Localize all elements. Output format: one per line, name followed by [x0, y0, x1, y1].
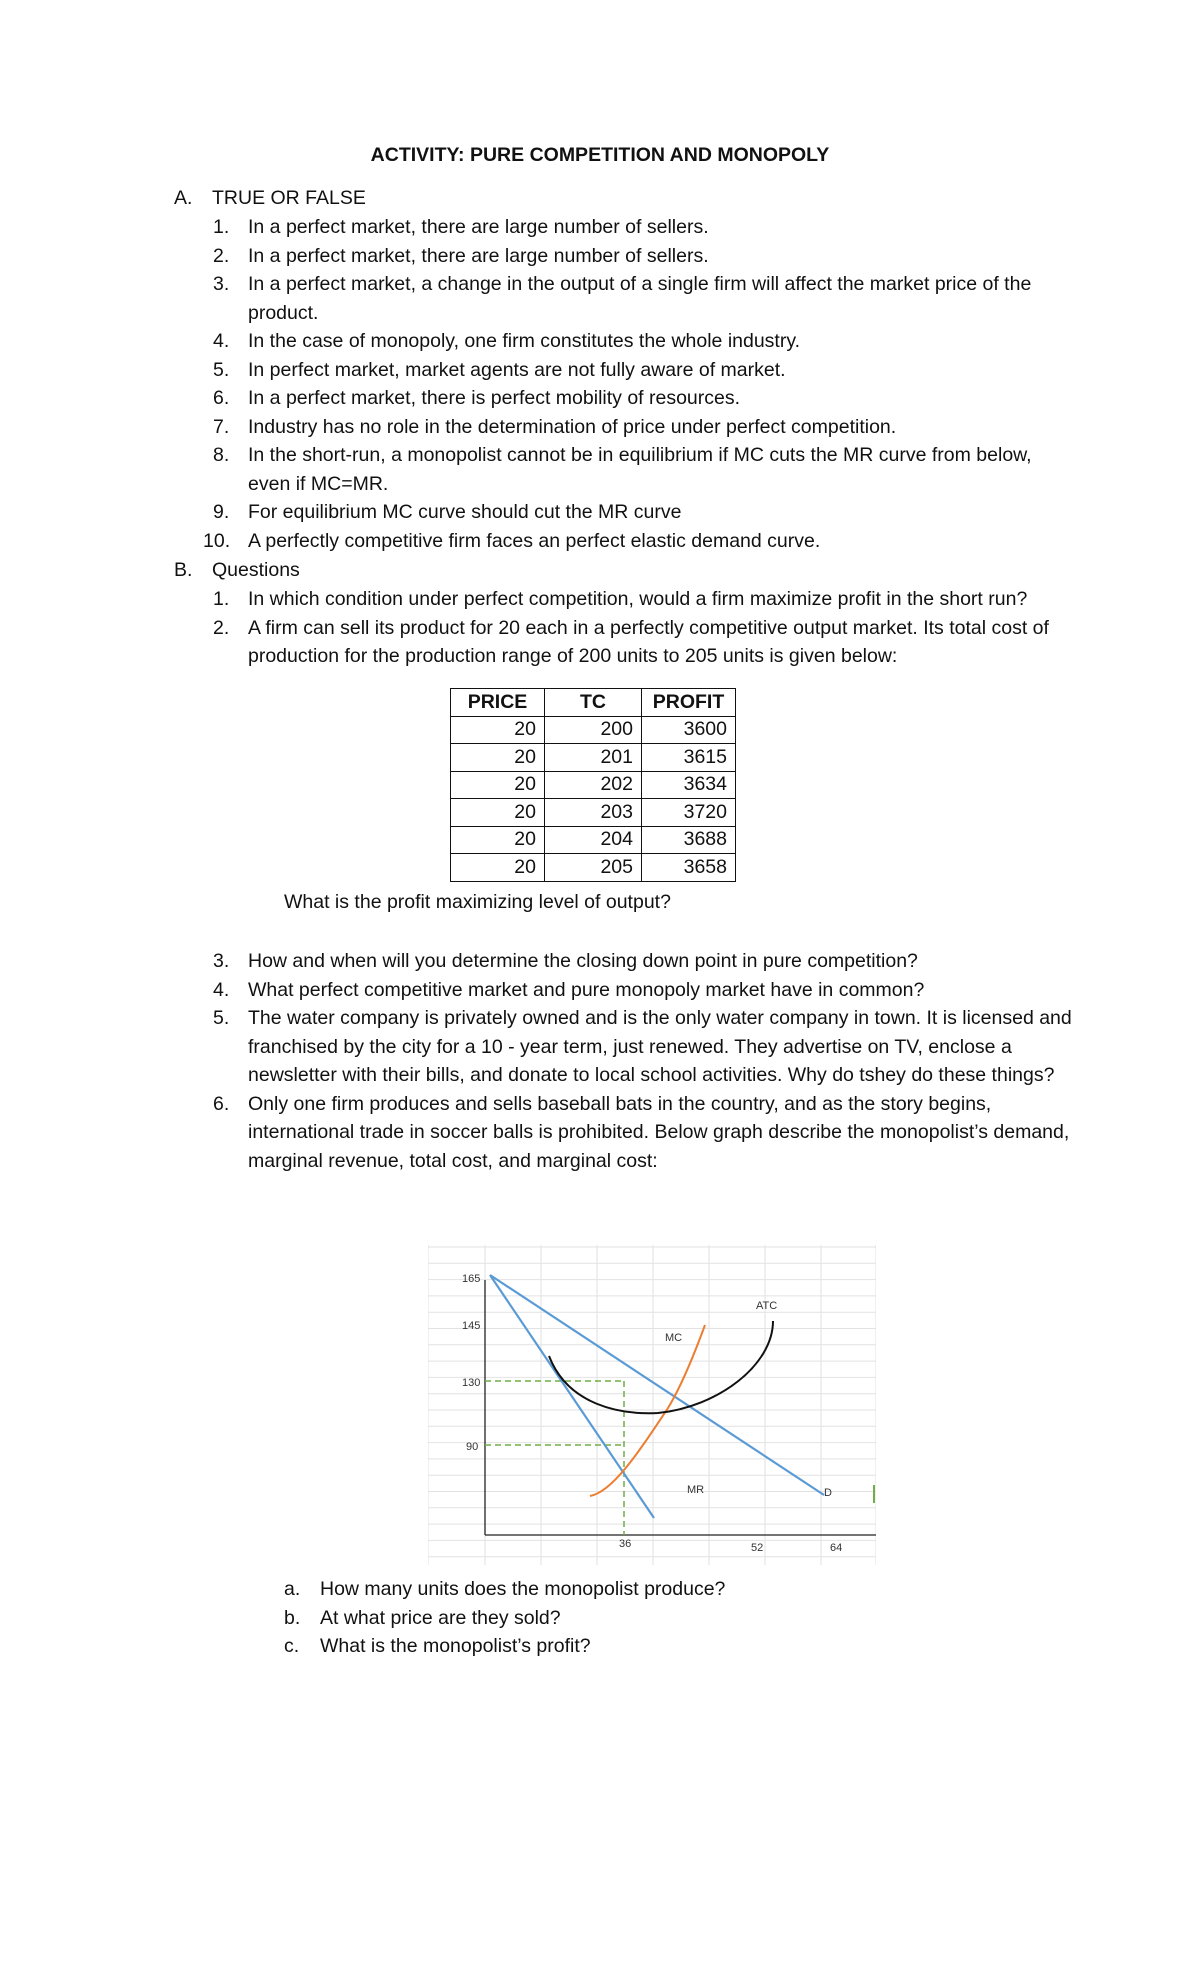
column-header: PRICE [451, 689, 545, 717]
list-item: 9. For equilibrium MC curve should cut the MR curve [213, 501, 682, 523]
table-cell: 20 [451, 771, 545, 799]
table-question: What is the profit maximizing level of output? [284, 891, 671, 913]
table-row [451, 799, 736, 827]
table-row [451, 744, 736, 772]
section-a-letter: A. [174, 187, 193, 209]
list-item: 6. Only one firm produces and sells baseball bats in the country, and as the story begins, international trade in soccer balls is prohibited. Below graph describe the monopolist’s demand, marginal revenue, total cost, and marginal cost: [213, 1092, 1070, 1172]
column-header: PROFIT [642, 689, 736, 717]
list-item: 1. In which condition under perfect competition, would a firm maximize profit in the short run? [213, 588, 1028, 610]
table-row [451, 854, 736, 882]
questions-list-top [213, 585, 1073, 671]
x-tick-label: 36 [619, 1538, 632, 1550]
table-cell: 3658 [642, 854, 736, 882]
marginal-revenue-line [490, 1275, 654, 1518]
y-tick-label: 130 [462, 1377, 481, 1389]
list-item: 4. In the case of monopoly, one firm constitutes the whole industry. [213, 330, 801, 352]
table-cell: 204 [545, 826, 642, 854]
table-cell: 200 [545, 716, 642, 744]
document-title: ACTIVITY: PURE COMPETITION AND MONOPOLY [370, 144, 830, 166]
atc-label: ATC [756, 1300, 778, 1312]
column-header: TC [545, 689, 642, 717]
table-cell: 202 [545, 771, 642, 799]
table-row [451, 826, 736, 854]
mc-label: MC [665, 1332, 683, 1344]
table-cell: 3720 [642, 799, 736, 827]
questions-list-bottom [213, 947, 1073, 1175]
table-cell: 3600 [642, 716, 736, 744]
table-cell: 201 [545, 744, 642, 772]
table-row [451, 716, 736, 744]
mr-label: MR [687, 1484, 705, 1496]
section-b-title: Questions [212, 559, 300, 581]
list-item: 3. In a perfect market, a change in the output of a single firm will affect the market price of the product. [213, 273, 1032, 324]
list-item: b. At what price are they sold? [284, 1606, 561, 1629]
list-item: 3. How and when will you determine the closing down point in pure competition? [213, 950, 918, 972]
y-tick-label: 165 [462, 1273, 481, 1285]
x-tick-label: 64 [830, 1542, 843, 1554]
y-tick-label: 145 [462, 1320, 481, 1332]
section-a-title: TRUE OR FALSE [212, 187, 366, 209]
table-cell: 20 [451, 744, 545, 772]
table-cell: 20 [451, 799, 545, 827]
table-row [451, 771, 736, 799]
table-cell: 20 [451, 826, 545, 854]
section-a-heading [174, 184, 366, 213]
list-item: a. How many units does the monopolist produce? [284, 1578, 726, 1600]
list-item: 5. In perfect market, market agents are not fully aware of market. [213, 358, 786, 381]
section-b-letter: B. [174, 559, 193, 581]
monopoly-chart-svg [428, 1245, 876, 1565]
list-item: 2. A firm can sell its product for 20 each in a perfectly competitive output market. Its total cost of production for the production range of 200 units to 205 units is given below: [213, 616, 1049, 667]
list-item: 8. In the short-run, a monopolist cannot be in equilibrium if MC cuts the MR curve from below, even if MC=MR. [213, 444, 1032, 495]
table-cell: 20 [451, 716, 545, 744]
list-item: 2. In a perfect market, there are large number of sellers. [213, 244, 709, 267]
list-item: 4. What perfect competitive market and pure monopoly market have in common? [213, 978, 925, 1001]
table-cell: 3634 [642, 771, 736, 799]
table-cell: 20 [451, 854, 545, 882]
table-cell: 205 [545, 854, 642, 882]
table-cell: 3615 [642, 744, 736, 772]
list-item: 10. A perfectly competitive firm faces an perfect elastic demand curve. [203, 529, 821, 552]
true-false-list [203, 213, 1073, 555]
list-item: c. What is the monopolist’s profit? [284, 1635, 591, 1657]
list-item: 1. In a perfect market, there are large number of sellers. [213, 216, 709, 238]
monopoly-chart [428, 1245, 876, 1565]
table-cell: 3688 [642, 826, 736, 854]
list-item: 6. In a perfect market, there is perfect mobility of resources. [213, 387, 741, 409]
list-item: 5. The water company is privately owned and is the only water company in town. It is licensed and franchised by the city for a 10 - year term, just renewed. They advertise on TV, enclose a newsletter with their bills, and donate to local school activities. Why do tshey do these things? [213, 1007, 1072, 1086]
y-tick-label: 90 [466, 1441, 479, 1453]
table-header-row [451, 689, 736, 717]
table-cell: 203 [545, 799, 642, 827]
list-item: 7. Industry has no role in the determination of price under perfect competition. [213, 415, 897, 438]
d-label: D [824, 1487, 832, 1499]
sub-questions-list [284, 1575, 725, 1661]
section-b-heading [174, 556, 300, 585]
cost-table [450, 688, 736, 882]
x-tick-label: 52 [751, 1542, 764, 1554]
